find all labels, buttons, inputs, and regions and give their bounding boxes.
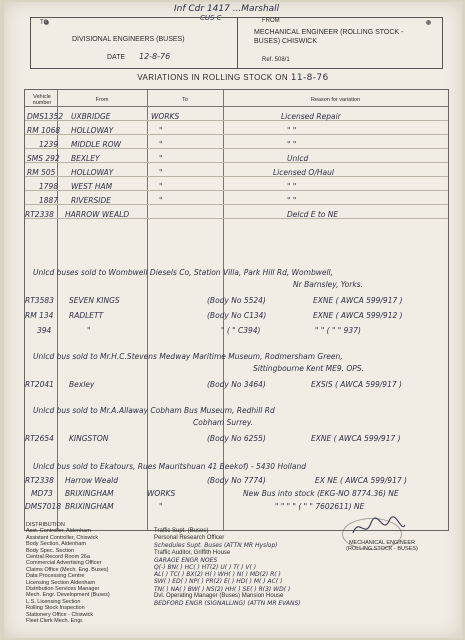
table-row bbox=[25, 296, 448, 306]
distribution-item: Schedules Supt. Buses (ATTN MR Hyslop) bbox=[154, 542, 278, 550]
distribution-item: Personal Research Officer bbox=[154, 535, 225, 542]
garage-code-row: Q(-) BN( ) HC( ) HT(2) U( ) T( ) V( ) bbox=[154, 564, 257, 572]
vehicle-number: RM 134 bbox=[25, 311, 54, 320]
from-garage: WEST HAM bbox=[71, 182, 113, 191]
table-row bbox=[25, 168, 448, 178]
distribution-item: GARAGE ENGR NOES bbox=[154, 556, 218, 564]
distribution-middle bbox=[154, 528, 301, 607]
table-row bbox=[25, 311, 448, 321]
from-garage: RADLETT bbox=[69, 311, 104, 320]
to-box bbox=[30, 17, 238, 69]
distribution-item: Asst. Controller, Aldenham bbox=[26, 528, 91, 535]
col-from: From bbox=[95, 97, 109, 103]
table-row bbox=[25, 489, 448, 499]
to-destination: " bbox=[159, 182, 163, 191]
from-garage: RIVERSIDE bbox=[71, 196, 111, 205]
distribution-item: Rolling Stock Inspection bbox=[26, 605, 85, 612]
vehicle-number: DMS1352 bbox=[27, 112, 64, 121]
table-row bbox=[25, 502, 448, 512]
reason: New Bus into stock (EKG-NO 8774.36) NE bbox=[243, 489, 399, 498]
vehicle-number: MD73 bbox=[31, 489, 53, 498]
from-garage: Bexley bbox=[69, 380, 95, 389]
from-garage: HARROW WEALD bbox=[65, 210, 130, 219]
table-row bbox=[25, 380, 448, 390]
distribution-item: Central Record Room 26a bbox=[26, 554, 90, 561]
reason: EXSIS ( AWCA 599/917 ) bbox=[311, 380, 402, 389]
body-number: WORKS bbox=[147, 489, 176, 498]
table-row bbox=[25, 112, 448, 122]
to-destination: " bbox=[159, 154, 163, 163]
vehicle-number: RT2041 bbox=[25, 380, 54, 389]
distribution-item: Body Spec. Section bbox=[26, 547, 75, 554]
distribution-item: L.S. Licensing Section bbox=[26, 598, 81, 605]
reference-number: Ref. 508/1 bbox=[262, 57, 290, 63]
from-garage: BRIXINGHAM bbox=[65, 502, 114, 511]
vehicle-number: RT3583 bbox=[25, 296, 54, 305]
sale-note: Unlcd bus sold to Ekatours, Rues Mauritshuan 41 Beekof) - 5430 Holland bbox=[33, 462, 306, 471]
sale-note: Unlcd buses sold to Wombwell Diesels Co, Station Villa, Park Hill Rd, Wombwell, bbox=[33, 268, 334, 277]
table-row bbox=[25, 434, 448, 444]
reason: EX NE ( AWCA 599/917 ) bbox=[315, 476, 407, 485]
to-destination: " bbox=[159, 126, 163, 135]
table-row bbox=[25, 182, 448, 192]
reason: EXNE ( AWCA 599/912 ) bbox=[313, 311, 403, 320]
to-value: DIVISIONAL ENGINEERS (BUSES) bbox=[72, 36, 185, 43]
reason: Licensed O/Haul bbox=[273, 168, 334, 177]
distribution-item: Distribution Services Manager bbox=[26, 586, 100, 593]
body-number: (Body No 6255) bbox=[207, 434, 266, 443]
distribution-item: Mech. Engr. Development (Buses) bbox=[26, 592, 110, 599]
page-title bbox=[4, 73, 462, 83]
distribution-item: Traffic Auditor, Griffith House bbox=[154, 549, 231, 556]
distribution-item: Licensing Section Aldenham bbox=[26, 579, 96, 586]
body-number: (Body No 5524) bbox=[207, 296, 266, 305]
vehicle-number: RM 1068 bbox=[27, 126, 61, 135]
table-row bbox=[25, 196, 448, 206]
sale-note: Unlcd bus sold to Mr.A.Allaway Cobham Bus Museum, Redhill Rd bbox=[33, 406, 275, 415]
body-number: (Body No C134) bbox=[207, 311, 267, 320]
from-garage: MIDDLE ROW bbox=[71, 140, 122, 149]
col-to: To bbox=[182, 97, 188, 103]
garage-code-row: SW( ) ED( ) NP( ) PR(2) E( ) HD( ) M( ) AC( ) bbox=[154, 578, 283, 586]
distribution-item: Data Processing Centre bbox=[26, 573, 85, 580]
vehicle-number: RT2338 bbox=[25, 476, 54, 485]
header-annotation-sub: CUS C bbox=[200, 14, 222, 22]
signoff-block bbox=[342, 540, 422, 553]
reason: " " bbox=[287, 182, 297, 191]
distribution-item: Commercial Advertising Officer bbox=[26, 560, 102, 567]
garage-code-row: AL( ) TC( ) BX(2) H( ) WH( ) N( ) MD(2) R( ) bbox=[154, 571, 281, 579]
garage-code-row: TN( ) NA( ) BW( ) NS(2) HH( ) SE( ) R(3) WD( ) bbox=[154, 585, 291, 593]
to-destination: " bbox=[159, 140, 163, 149]
to-destination: WORKS bbox=[151, 112, 180, 121]
distribution-item: BEDFORD ENGR (SIGNALLING) (ATTN MR EVANS) bbox=[154, 600, 301, 608]
date-value: 12-8-76 bbox=[139, 52, 171, 61]
distribution-title: DISTRIBUTION bbox=[26, 522, 65, 528]
vehicle-number: 1887 bbox=[39, 196, 59, 205]
sale-note-line2: Sittingbourne Kent ME9. OPS. bbox=[253, 364, 364, 373]
header-divider bbox=[25, 106, 448, 107]
table-row bbox=[25, 154, 448, 164]
vehicle-number: DMS7018 bbox=[25, 502, 62, 511]
body-number: (Body No 7774) bbox=[207, 476, 266, 485]
from-label: FROM bbox=[262, 18, 280, 24]
table-row bbox=[25, 476, 448, 486]
from-garage: Harrow Weald bbox=[65, 476, 118, 485]
vehicle-number: 394 bbox=[37, 326, 52, 335]
distribution-item: Assistant Controller, Chiswick bbox=[26, 534, 99, 541]
document-sheet bbox=[4, 2, 462, 638]
signature-scribble bbox=[349, 515, 409, 541]
body-number: " bbox=[159, 502, 163, 511]
table-row bbox=[25, 210, 448, 220]
title-date: 11-8-76 bbox=[290, 73, 329, 83]
reason: " " ( " " 937) bbox=[315, 326, 361, 335]
to-destination: " bbox=[159, 196, 163, 205]
vehicle-number: SMS 292 bbox=[27, 154, 60, 163]
signoff-line1: MECHANICAL ENGINEER bbox=[348, 540, 416, 546]
header-annotation: Inf Cdr 1417 ...Marshall bbox=[174, 4, 280, 14]
vehicle-number: 1239 bbox=[39, 140, 59, 149]
vehicle-number: RT2654 bbox=[25, 434, 54, 443]
variations-table bbox=[24, 89, 449, 531]
to-label: TO bbox=[40, 20, 49, 26]
distribution-item: Claims Office (Mech. Eng. Buses) bbox=[26, 566, 109, 573]
vehicle-number: RT2338 bbox=[25, 210, 54, 219]
reason: " " bbox=[287, 126, 297, 135]
sale-note-line2: Nr Barnsley, Yorks. bbox=[293, 280, 363, 289]
signoff-line2: (ROLLING STOCK - BUSES) bbox=[346, 546, 418, 553]
col-reason: Reason for variation bbox=[310, 97, 361, 103]
reason: Delcd E to NE bbox=[287, 210, 339, 219]
from-garage: UXBRIDGE bbox=[71, 112, 111, 121]
sale-note-line2: Cobham Surrey. bbox=[193, 418, 254, 427]
date-label: DATE bbox=[107, 54, 126, 61]
table-row bbox=[25, 326, 448, 336]
reason: EXNE ( AWCA 599/917 ) bbox=[313, 296, 403, 305]
from-garage: SEVEN KINGS bbox=[69, 296, 120, 305]
table-row bbox=[25, 140, 448, 150]
distribution-item: Fleet Clerk Mech. Engr. bbox=[26, 618, 84, 625]
table-row bbox=[25, 126, 448, 136]
from-garage: KINGSTON bbox=[69, 434, 109, 443]
reason: Unlcd bbox=[287, 154, 309, 163]
col-vehicle: Vehicle number bbox=[32, 94, 52, 106]
title-prefix: VARIATIONS IN ROLLING STOCK ON bbox=[137, 73, 289, 82]
body-number: " ( " C394) bbox=[221, 326, 261, 335]
from-garage: " bbox=[87, 326, 91, 335]
vehicle-number: RM 505 bbox=[27, 168, 56, 177]
distribution-list bbox=[26, 522, 110, 625]
reason: " " " " ( " " 7602611) NE bbox=[275, 502, 365, 511]
distribution-item: Dvl. Operating Manager (Buses) Mansion House bbox=[154, 592, 284, 599]
distribution-item: Traffic Supt. (Buses) bbox=[154, 528, 209, 534]
from-garage: BEXLEY bbox=[71, 154, 100, 163]
to-destination: " bbox=[159, 168, 163, 177]
reason: EXNE ( AWCA 599/917 ) bbox=[311, 434, 401, 443]
from-garage: HOLLOWAY bbox=[71, 168, 114, 177]
body-number: (Body No 3464) bbox=[207, 380, 266, 389]
reason: Licensed Repair bbox=[281, 112, 341, 121]
from-value: MECHANICAL ENGINEER (ROLLING STOCK - BUSES) CHISWICK bbox=[254, 29, 404, 45]
distribution-item: Body Section, Aldenham bbox=[26, 541, 86, 548]
reason: " " bbox=[287, 196, 297, 205]
vehicle-number: 1798 bbox=[39, 182, 59, 191]
distribution-item: Stationery Office - Chiswick bbox=[26, 611, 94, 618]
reason: " " bbox=[287, 140, 297, 149]
from-garage: HOLLOWAY bbox=[71, 126, 114, 135]
from-garage: BRIXINGHAM bbox=[65, 489, 114, 498]
sale-note: Unlcd bus sold to Mr.H.C.Stevens Medway Maritime Museum, Rodmersham Green, bbox=[33, 352, 343, 361]
